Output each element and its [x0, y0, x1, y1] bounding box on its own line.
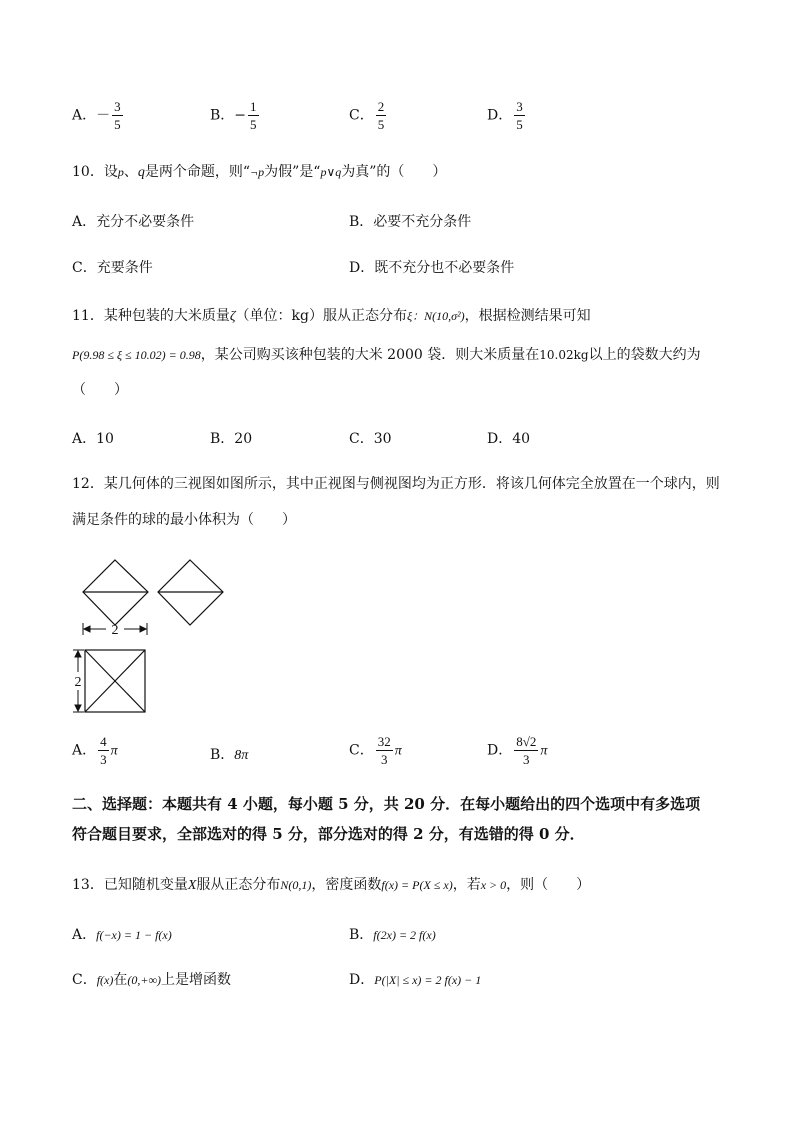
q12-option-b: B．8π [210, 747, 249, 763]
width-label: 2 [111, 623, 119, 638]
q11-stem-line1: 11．某种包装的大米质量ζ（单位：kg）服从正态分布ξ：N(10,σ²)，根据检测结果可知 [72, 308, 591, 324]
q9-option-d: D． $\frac{3}{5}$ [487, 99, 523, 132]
side-view [158, 560, 223, 625]
q12-option-d: D． $\frac{8√2}{3}$ π [487, 734, 548, 767]
section-2-heading-line2: 符合题目要求，全部选对的得 5 分，部分选对的得 2 分，有选错的得 0 分． [72, 825, 585, 843]
q10-option-b: B．必要不充分条件 [349, 214, 472, 230]
q13-option-b: B．f(2x) = 2 f(x) [349, 927, 436, 943]
q9-option-a: A．－ $\frac{3}{5}$ [72, 99, 121, 132]
fraction: $\frac{8√2}{3}$ [516, 734, 537, 767]
q12-option-a: A． $\frac{4}{3}$ π [72, 734, 118, 767]
q12-option-c: C． $\frac{32}{3}$ π [349, 734, 402, 767]
fraction: $\frac{32}{3}$ [377, 734, 391, 767]
q13-option-a: A．f(−x) = 1 − f(x) [72, 927, 172, 943]
q10-option-c: C．充要条件 [72, 260, 153, 276]
front-view [83, 560, 148, 625]
three-view-figure [70, 555, 230, 720]
q10-option-d: D．既不充分也不必要条件 [349, 260, 515, 276]
q12-stem-line1: 12．某几何体的三视图如图所示，其中正视图与侧视图均为正方形．将该几何体完全放置在一个球内，则 [72, 476, 720, 492]
q11-option-b: B．20 [210, 431, 253, 447]
q12-stem-line2: 满足条件的球的最小体积为（ ） [72, 512, 296, 528]
fraction: $\frac{3}{5}$ [114, 99, 121, 132]
fraction: $\frac{4}{3}$ [100, 734, 107, 767]
q9-option-b: B．− $\frac{1}{5}$ [210, 99, 257, 132]
fraction: $\frac{1}{5}$ [250, 99, 257, 132]
q10-stem: 10．设p、q是两个命题，则“¬p为假”是“p∨q为真”的（ ） [72, 164, 447, 180]
q11-stem-line2: P(9.98 ≤ ξ ≤ 10.02) = 0.98，某公司购买该种包装的大米 2000 袋．则大米质量在10.02kg以上的袋数大约为 [72, 347, 701, 363]
q11-option-d: D．40 [487, 431, 531, 447]
q11-option-a: A．10 [72, 431, 114, 447]
q9-option-c: C． $\frac{2}{5}$ [349, 99, 385, 132]
q11-option-c: C．30 [349, 431, 392, 447]
q13-option-c: C．f(x)在(0,+∞)上是增函数 [72, 972, 232, 988]
q13-option-d: D．P(|X| ≤ x) = 2 f(x) − 1 [349, 972, 482, 988]
height-label: 2 [74, 675, 82, 690]
q11-answer-bracket: （ ） [72, 382, 128, 398]
top-view [85, 650, 145, 712]
q10-option-a: A．充分不必要条件 [72, 214, 195, 230]
section-2-heading-line1: 二、选择题：本题共有 4 小题，每小题 5 分，共 20 分．在每小题给出的四个选项中有多选项 [72, 795, 701, 813]
fraction: $\frac{2}{5}$ [377, 99, 385, 132]
fraction: $\frac{3}{5}$ [516, 99, 523, 132]
q13-stem: 13．已知随机变量X服从正态分布N(0,1)，密度函数f(x) = P(X ≤ x)，若x > 0，则（ ） [72, 877, 591, 893]
